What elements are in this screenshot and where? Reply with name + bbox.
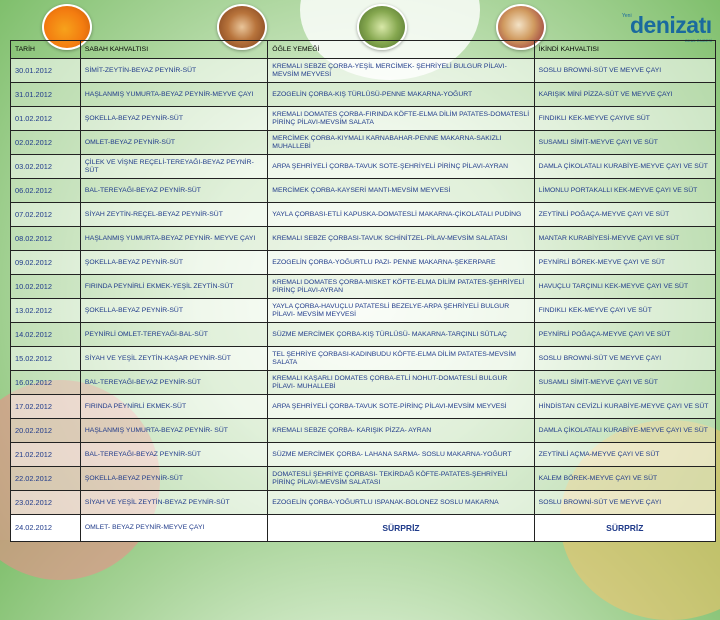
table-row xyxy=(11,395,716,419)
date-cell: 17.02.2012 xyxy=(11,395,81,419)
lunch-cell: KREMALI SEBZE ÇORBASI-TAVUK SCHİNİTZEL-PİLAV-MEVSİM SALATASI xyxy=(268,227,534,251)
snack-cell: MANTAR KURABİYESİ-MEYVE ÇAYI VE SÜT xyxy=(534,227,715,251)
table-row xyxy=(11,467,716,491)
snack-cell: ZEYTİNLİ AÇMA-MEYVE ÇAYI VE SÜT xyxy=(534,443,715,467)
breakfast-cell: ŞOKELLA-BEYAZ PEYNİR-SÜT xyxy=(80,107,267,131)
logo-brand-text: denizatı xyxy=(630,12,712,38)
breakfast-cell: OMLET-BEYAZ PEYNİR-SÜT xyxy=(80,131,267,155)
table-row xyxy=(11,131,716,155)
breakfast-cell: BAL-TEREYAĞI-BEYAZ PEYNİR-SÜT xyxy=(80,443,267,467)
table-row xyxy=(11,515,716,542)
date-cell: 15.02.2012 xyxy=(11,347,81,371)
table-row xyxy=(11,227,716,251)
snack-cell: HAVUÇLU TARÇINLI KEK-MEYVE ÇAYI VE SÜT xyxy=(534,275,715,299)
header-lunch: ÖĞLE YEMEĞİ xyxy=(268,41,534,59)
table-row xyxy=(11,59,716,83)
breakfast-cell: PEYNİRLİ OMLET-TEREYAĞI-BAL-SÜT xyxy=(80,323,267,347)
table-row xyxy=(11,179,716,203)
breakfast-cell: HAŞLANMIŞ YUMURTA-BEYAZ PEYNİR-MEYVE ÇAYI xyxy=(80,83,267,107)
date-cell: 13.02.2012 xyxy=(11,299,81,323)
table-header-row xyxy=(11,41,716,59)
lunch-cell: ARPA ŞEHRİYELİ ÇORBA-TAVUK SOTE-ŞEHRİYELİ PİRİNÇ PİLAVI-AYRAN xyxy=(268,155,534,179)
snack-cell: FINDIKLI KEK-MEYVE ÇAYI VE SÜT xyxy=(534,299,715,323)
lunch-cell: MERCİMEK ÇORBA-KIYMALI KARNABAHAR-PENNE MAKARNA-SAKIZLI MUHALLEBİ xyxy=(268,131,534,155)
lunch-cell: EZOGELİN ÇORBA-YOĞURTLU ISPANAK-BOLONEZ SOSLU MAKARNA xyxy=(268,491,534,515)
lunch-cell: EZOGELİN ÇORBA-KIŞ TÜRLÜSÜ-PENNE MAKARNA-YOĞURT xyxy=(268,83,534,107)
date-cell: 20.02.2012 xyxy=(11,419,81,443)
snack-cell: DAMLA ÇİKOLATALI KURABİYE-MEYVE ÇAYI VE SÜT xyxy=(534,155,715,179)
snack-cell: SOSLU BROWNİ-SÜT VE MEYVE ÇAYI xyxy=(534,347,715,371)
breakfast-cell: ŞOKELLA-BEYAZ PEYNİR-SÜT xyxy=(80,467,267,491)
snack-cell: SOSLU BROWNİ-SÜT VE MEYVE ÇAYI xyxy=(534,491,715,515)
date-cell: 09.02.2012 xyxy=(11,251,81,275)
snack-cell: PEYNİRLİ BÖREK-MEYVE ÇAYI VE SÜT xyxy=(534,251,715,275)
header-snack: İKİNDİ KAHVALTISI xyxy=(534,41,715,59)
table-row xyxy=(11,251,716,275)
date-cell: 24.02.2012 xyxy=(11,515,81,542)
breakfast-cell: SİYAH VE YEŞİL ZEYTİN-KAŞAR PEYNİR-SÜT xyxy=(80,347,267,371)
table-row xyxy=(11,323,716,347)
breakfast-cell: FIRINDA PEYNİRLİ EKMEK-YEŞİL ZEYTİN-SÜT xyxy=(80,275,267,299)
table-row xyxy=(11,491,716,515)
lunch-cell: YAYLA ÇORBA-HAVUÇLU PATATESLİ BEZELYE-ARPA ŞEHRİYELİ BULGUR PİLAVI- MEVSİM MEYVESİ xyxy=(268,299,534,323)
date-cell: 07.02.2012 xyxy=(11,203,81,227)
snack-cell: PEYNİRLİ POĞAÇA-MEYVE ÇAYI VE SÜT xyxy=(534,323,715,347)
lunch-cell: MERCİMEK ÇORBA-KAYSERİ MANTI-MEVSİM MEYVESİ xyxy=(268,179,534,203)
date-cell: 23.02.2012 xyxy=(11,491,81,515)
breakfast-cell: OMLET- BEYAZ PEYNİR-MEYVE ÇAYI xyxy=(80,515,267,542)
date-cell: 30.01.2012 xyxy=(11,59,81,83)
breakfast-cell: ŞOKELLA-BEYAZ PEYNİR-SÜT xyxy=(80,251,267,275)
snack-cell: DAMLA ÇİKOLATALI KURABİYE-MEYVE ÇAYI VE SÜT xyxy=(534,419,715,443)
lunch-cell: SÜRPRİZ xyxy=(268,515,534,542)
table-row xyxy=(11,347,716,371)
date-cell: 02.02.2012 xyxy=(11,131,81,155)
breakfast-cell: BAL-TEREYAĞI-BEYAZ PEYNİR-SÜT xyxy=(80,371,267,395)
date-cell: 31.01.2012 xyxy=(11,83,81,107)
lunch-cell: EZOGELİN ÇORBA-YOĞURTLU PAZI- PENNE MAKARNA-ŞEKERPARE xyxy=(268,251,534,275)
logo-subtitle: OKUL ÖNCESİ xyxy=(684,38,712,43)
snack-cell: KALEM BÖREK-MEYVE ÇAYI VE SÜT xyxy=(534,467,715,491)
table-body xyxy=(11,59,716,542)
snack-cell: KARIŞIK MİNİ PİZZA-SÜT VE MEYVE ÇAYI xyxy=(534,83,715,107)
lunch-cell: KREMALI DOMATES ÇORBA-FIRINDA KÖFTE-ELMA DİLİM PATATES-DOMATESLİ PİRİNÇ PİLAVI-MEVSİM SALATA xyxy=(268,107,534,131)
date-cell: 03.02.2012 xyxy=(11,155,81,179)
snack-cell: ZEYTİNLİ POĞAÇA-MEYVE ÇAYI VE SÜT xyxy=(534,203,715,227)
snack-cell: FINDIKLI KEK-MEYVE ÇAYIVE SÜT xyxy=(534,107,715,131)
table-row xyxy=(11,275,716,299)
snack-cell: SOSLU BROWNİ-SÜT VE MEYVE ÇAYI xyxy=(534,59,715,83)
table-row xyxy=(11,107,716,131)
date-cell: 22.02.2012 xyxy=(11,467,81,491)
meal-menu-table xyxy=(10,40,716,542)
date-cell: 01.02.2012 xyxy=(11,107,81,131)
snack-cell: SUSAMLI SİMİT-MEYVE ÇAYI VE SÜT xyxy=(534,371,715,395)
lunch-cell: SÜZME MERCİMEK ÇORBA-KIŞ TÜRLÜSÜ- MAKARNA-TARÇINLI SÜTLAÇ xyxy=(268,323,534,347)
snack-cell: SUSAMLI SİMİT-MEYVE ÇAYI VE SÜT xyxy=(534,131,715,155)
date-cell: 06.02.2012 xyxy=(11,179,81,203)
date-cell: 21.02.2012 xyxy=(11,443,81,467)
snack-cell: SÜRPRİZ xyxy=(534,515,715,542)
lunch-cell: KREMALI SEBZE ÇORBA-YEŞİL MERCİMEK- ŞEHRİYELİ BULGUR PİLAVI-MEVSİM MEYVESİ xyxy=(268,59,534,83)
date-cell: 14.02.2012 xyxy=(11,323,81,347)
breakfast-cell: ÇİLEK VE VİŞNE REÇELİ-TEREYAĞI-BEYAZ PEYNİR-SÜT xyxy=(80,155,267,179)
table-row xyxy=(11,443,716,467)
lunch-cell: DOMATESLİ ŞEHRİYE ÇORBASI- TEKİRDAĞ KÖFTE-PATATES-ŞEHRİYELİ PİRİNÇ PİLAVI-MEVSİM SALATASI xyxy=(268,467,534,491)
table-row xyxy=(11,83,716,107)
breakfast-cell: SİYAH ZEYTİN-REÇEL-BEYAZ PEYNİR-SÜT xyxy=(80,203,267,227)
table-row xyxy=(11,155,716,179)
date-cell: 16.02.2012 xyxy=(11,371,81,395)
table-row xyxy=(11,299,716,323)
breakfast-cell: BAL-TEREYAĞI-BEYAZ PEYNİR-SÜT xyxy=(80,179,267,203)
lunch-cell: KREMALI KAŞARLI DOMATES ÇORBA-ETLİ NOHUT-DOMATESLİ BULGUR PİLAVI- MUHALLEBİ xyxy=(268,371,534,395)
breakfast-cell: HAŞLANMIŞ YUMURTA-BEYAZ PEYNİR- MEYVE ÇAYI xyxy=(80,227,267,251)
table-row xyxy=(11,419,716,443)
breakfast-cell: SİMİT-ZEYTİN-BEYAZ PEYNİR-SÜT xyxy=(80,59,267,83)
lunch-cell: YAYLA ÇORBASI-ETLİ KAPUSKA-DOMATESLİ MAKARNA-ÇİKOLATALI PUDİNG xyxy=(268,203,534,227)
breakfast-cell: FIRINDA PEYNİRLİ EKMEK-SÜT xyxy=(80,395,267,419)
snack-cell: HİNDİSTAN CEVİZLİ KURABİYE-MEYVE ÇAYI VE SÜT xyxy=(534,395,715,419)
breakfast-cell: ŞOKELLA-BEYAZ PEYNİR-SÜT xyxy=(80,299,267,323)
table-row xyxy=(11,371,716,395)
snack-cell: LİMONLU PORTAKALLI KEK-MEYVE ÇAYI VE SÜT xyxy=(534,179,715,203)
table-row xyxy=(11,203,716,227)
logo-small-text: Yeni xyxy=(622,13,632,19)
header-date: TARİH xyxy=(11,41,81,59)
breakfast-cell: HAŞLANMIŞ YUMURTA-BEYAZ PEYNİR- SÜT xyxy=(80,419,267,443)
date-cell: 10.02.2012 xyxy=(11,275,81,299)
lunch-cell: KREMALI DOMATES ÇORBA-MISKET KÖFTE-ELMA DİLİM PATATES-ŞEHRİYELİ PİRİNÇ PİLAVI-AYRAN xyxy=(268,275,534,299)
lunch-cell: ARPA ŞEHRİYELİ ÇORBA-TAVUK SOTE-PİRİNÇ PİLAVI-MEVSİM MEYVESİ xyxy=(268,395,534,419)
lunch-cell: TEL ŞEHRİYE ÇORBASI-KADINBUDU KÖFTE-ELMA DİLİM PATATES-MEVSİM SALATA xyxy=(268,347,534,371)
header-breakfast: SABAH KAHVALTISI xyxy=(80,41,267,59)
breakfast-cell: SİYAH VE YEŞİL ZEYTİN-BEYAZ PEYNİR-SÜT xyxy=(80,491,267,515)
lunch-cell: SÜZME MERCİMEK ÇORBA- LAHANA SARMA- SOSLU MAKARNA-YOĞURT xyxy=(268,443,534,467)
lunch-cell: KREMALI SEBZE ÇORBA- KARIŞIK PİZZA- AYRAN xyxy=(268,419,534,443)
date-cell: 08.02.2012 xyxy=(11,227,81,251)
